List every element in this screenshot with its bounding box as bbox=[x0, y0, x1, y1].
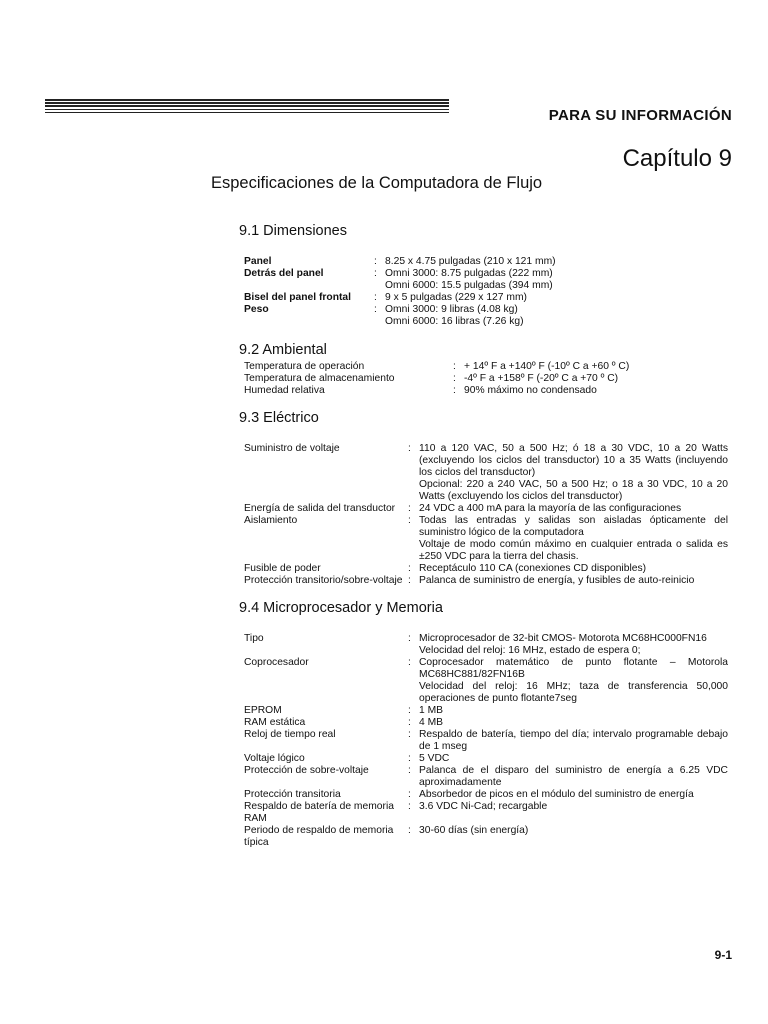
spec-value bbox=[419, 765, 728, 789]
spec-row bbox=[244, 256, 574, 268]
spec-label: Respaldo de batería de memoria RAM bbox=[244, 801, 394, 824]
spec-value-line: + 14º F a +140º F (-10º C a +60 º C) bbox=[464, 361, 630, 372]
spec-separator: : bbox=[408, 443, 411, 454]
spec-value bbox=[419, 717, 728, 729]
spec-value-line: Velocidad del reloj: 16 MHz; taza de transferencia 50,000 operaciones de punto flotante7seg bbox=[419, 681, 728, 704]
header-label: PARA SU INFORMACIÓN bbox=[548, 107, 732, 124]
spec-value-line: 3.6 VDC Ni-Cad; recargable bbox=[419, 801, 548, 812]
spec-separator: : bbox=[408, 801, 411, 812]
spec-separator: : bbox=[408, 503, 411, 514]
spec-separator: : bbox=[453, 385, 456, 396]
spec-value-line: 4 MB bbox=[419, 717, 444, 728]
spec-value-line: -4º F a +158º F (-20º C a +70 º C) bbox=[464, 373, 619, 384]
spec-row bbox=[244, 825, 728, 849]
spec-separator: : bbox=[408, 657, 411, 668]
spec-label: Reloj de tiempo real bbox=[244, 729, 336, 740]
spec-separator: : bbox=[408, 633, 411, 644]
spec-label: Panel bbox=[244, 256, 272, 267]
spec-separator: : bbox=[374, 292, 377, 303]
spec-row bbox=[244, 563, 728, 575]
spec-label: Peso bbox=[244, 304, 269, 315]
spec-separator: : bbox=[453, 361, 456, 372]
spec-separator: : bbox=[408, 729, 411, 740]
section-title: 9.1 Dimensiones bbox=[239, 223, 347, 239]
spec-value bbox=[419, 633, 728, 657]
section-title: 9.3 Eléctrico bbox=[239, 410, 319, 426]
spec-value-line: Palanca de suministro de energía, y fusibles de auto-reinicio bbox=[419, 575, 695, 586]
spec-separator: : bbox=[374, 256, 377, 267]
spec-row bbox=[244, 753, 728, 765]
spec-value bbox=[464, 373, 644, 385]
spec-list bbox=[244, 633, 728, 849]
spec-label: Aislamiento bbox=[244, 515, 298, 526]
spec-row bbox=[244, 801, 728, 825]
spec-row bbox=[244, 765, 728, 789]
spec-label: Voltaje lógico bbox=[244, 753, 305, 764]
spec-value-line: Absorbedor de picos en el módulo del suministro de energía bbox=[419, 789, 694, 800]
spec-separator: : bbox=[408, 753, 411, 764]
spec-value-line: 9 x 5 pulgadas (229 x 127 mm) bbox=[385, 292, 527, 303]
spec-value bbox=[385, 304, 574, 328]
spec-label: Detrás del panel bbox=[244, 268, 324, 279]
document-title: Especificaciones de la Computadora de Flujo bbox=[211, 174, 543, 192]
spec-label: Periodo de respaldo de memoria típica bbox=[244, 825, 394, 848]
spec-row bbox=[244, 385, 644, 397]
spec-label: RAM estática bbox=[244, 717, 306, 728]
spec-value bbox=[419, 515, 728, 563]
spec-label: Protección transitorio/sobre-voltaje bbox=[244, 575, 403, 586]
spec-value bbox=[419, 705, 728, 717]
spec-separator: : bbox=[408, 765, 411, 776]
spec-label: Bisel del panel frontal bbox=[244, 292, 351, 303]
spec-list bbox=[244, 443, 728, 587]
spec-row bbox=[244, 515, 728, 563]
spec-value-line: Omni 3000: 8.75 pulgadas (222 mm) bbox=[385, 268, 553, 279]
spec-value-line: 110 a 120 VAC, 50 a 500 Hz; ó 18 a 30 VDC, 10 a 20 Watts (excluyendo los ciclos del transductor) 10 a 35 Watts (incluyendo los ciclos del transductor) bbox=[419, 443, 728, 478]
spec-row bbox=[244, 633, 728, 657]
spec-value-line: Microprocesador de 32-bit CMOS- Motorota MC68HC000FN16 bbox=[419, 633, 707, 644]
spec-label: Protección transitoria bbox=[244, 789, 341, 800]
spec-row bbox=[244, 729, 728, 753]
spec-value bbox=[419, 801, 728, 825]
spec-value-line: 30-60 días (sin energía) bbox=[419, 825, 529, 836]
spec-value-line: Omni 6000: 16 libras (7.26 kg) bbox=[385, 316, 524, 327]
section-title: 9.2 Ambiental bbox=[239, 342, 327, 358]
spec-label: Tipo bbox=[244, 633, 264, 644]
spec-label: Coprocesador bbox=[244, 657, 309, 668]
spec-row bbox=[244, 575, 728, 587]
spec-value bbox=[464, 385, 644, 397]
spec-value-line: Receptáculo 110 CA (conexiones CD disponibles) bbox=[419, 563, 647, 574]
spec-value bbox=[419, 789, 728, 801]
spec-value bbox=[385, 268, 574, 292]
spec-row bbox=[244, 717, 728, 729]
spec-value bbox=[419, 657, 728, 705]
spec-value bbox=[419, 729, 728, 753]
spec-row bbox=[244, 268, 574, 292]
spec-row bbox=[244, 503, 728, 515]
spec-value bbox=[419, 753, 728, 765]
spec-label: Fusible de poder bbox=[244, 563, 321, 574]
spec-value-line: Opcional: 220 a 240 VAC, 50 a 500 Hz; o 18 a 30 VDC, 10 a 20 Watts (excluyendo los ciclos del transductor) bbox=[419, 479, 728, 502]
spec-value-line: 1 MB bbox=[419, 705, 444, 716]
spec-row bbox=[244, 373, 644, 385]
header-rule bbox=[45, 99, 449, 115]
spec-label: Energía de salida del transductor bbox=[244, 503, 396, 514]
spec-value bbox=[419, 443, 728, 503]
page-number: 9-1 bbox=[714, 948, 732, 962]
spec-row bbox=[244, 292, 574, 304]
spec-row bbox=[244, 361, 644, 373]
spec-value-line: Todas las entradas y salidas son aisladas ópticamente del suministro lógico de la computadora bbox=[419, 515, 728, 538]
spec-row bbox=[244, 657, 728, 705]
spec-row bbox=[244, 789, 728, 801]
spec-separator: : bbox=[408, 705, 411, 716]
spec-value-line: 90% máximo no condensado bbox=[464, 385, 597, 396]
chapter-title: Capítulo 9 bbox=[622, 145, 732, 172]
spec-value bbox=[419, 575, 728, 587]
spec-separator: : bbox=[408, 575, 411, 586]
spec-value bbox=[419, 563, 728, 575]
spec-value-line: 8.25 x 4.75 pulgadas (210 x 121 mm) bbox=[385, 256, 556, 267]
spec-value-line: Voltaje de modo común máximo en cualquier entrada o salida es ±250 VDC para la tierra del chasis. bbox=[419, 539, 728, 562]
spec-separator: : bbox=[374, 268, 377, 279]
spec-label: Protección de sobre-voltaje bbox=[244, 765, 369, 776]
spec-separator: : bbox=[374, 304, 377, 315]
spec-value bbox=[419, 503, 728, 515]
spec-row bbox=[244, 304, 574, 328]
spec-row bbox=[244, 705, 728, 717]
spec-value bbox=[419, 825, 728, 849]
spec-value-line: 5 VDC bbox=[419, 753, 450, 764]
spec-separator: : bbox=[408, 515, 411, 526]
spec-value-line: Respaldo de batería, tiempo del día; intervalo programable debajo de 1 mseg bbox=[419, 729, 728, 752]
spec-separator: : bbox=[453, 373, 456, 384]
spec-label: Temperatura de operación bbox=[244, 361, 365, 372]
spec-value bbox=[385, 292, 574, 304]
spec-row bbox=[244, 443, 728, 503]
spec-label: Temperatura de almacenamiento bbox=[244, 373, 395, 384]
spec-value-line: Omni 3000: 9 libras (4.08 kg) bbox=[385, 304, 518, 315]
spec-value-line: Palanca de el disparo del suministro de energía a 6.25 VDC aproximadamente bbox=[419, 765, 728, 788]
spec-separator: : bbox=[408, 825, 411, 836]
spec-separator: : bbox=[408, 717, 411, 728]
spec-value-line: Velocidad del reloj: 16 MHz, estado de espera 0; bbox=[419, 645, 641, 656]
spec-separator: : bbox=[408, 563, 411, 574]
spec-value-line: Coprocesador matemático de punto flotante – Motorola MC68HC881/82FN16B bbox=[419, 657, 728, 680]
spec-value-line: 24 VDC a 400 mA para la mayoría de las configuraciones bbox=[419, 503, 682, 514]
spec-value bbox=[385, 256, 574, 268]
spec-label: Humedad relativa bbox=[244, 385, 325, 396]
spec-label: Suministro de voltaje bbox=[244, 443, 340, 454]
spec-value-line: Omni 6000: 15.5 pulgadas (394 mm) bbox=[385, 280, 553, 291]
spec-list bbox=[244, 361, 644, 397]
spec-list bbox=[244, 256, 574, 328]
spec-separator: : bbox=[408, 789, 411, 800]
spec-label: EPROM bbox=[244, 705, 282, 716]
section-title: 9.4 Microprocesador y Memoria bbox=[239, 600, 443, 616]
spec-value bbox=[464, 361, 644, 373]
